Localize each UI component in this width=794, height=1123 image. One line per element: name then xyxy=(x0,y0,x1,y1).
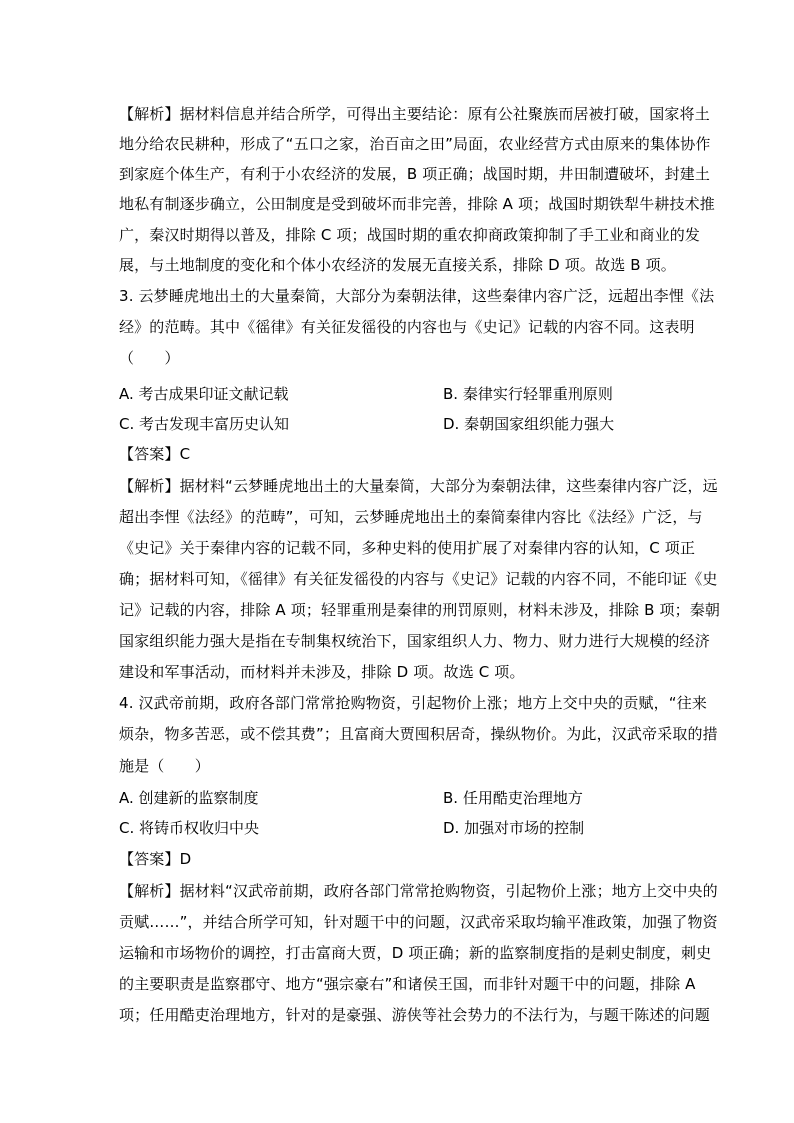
q3-analysis-line-6: 国家组织能力强大是指在专制集权统治下，国家组织人力、物力、财力进行大规模的经济 xyxy=(119,632,710,650)
q3-stem-line-3: （ ） xyxy=(119,349,180,367)
q4-analysis-line-2: 贡赋……”，并结合所学可知，针对题干中的问题，汉武帝采取均输平准政策，加强了物资 xyxy=(119,913,718,931)
q4-option-c: C. 将铸币权收归中央 xyxy=(119,819,260,837)
q3-analysis-line-1: 【解析】据材料“云梦睡虎地出土的大量秦简，大部分为秦朝法律，这些秦律内容广泛，远 xyxy=(119,477,718,495)
q4-analysis-line-3: 运输和市场物价的调控，打击富商大贾，D 项正确；新的监察制度指的是刺史制度，刺史 xyxy=(119,944,712,962)
q3-option-d: D. 秦朝国家组织能力强大 xyxy=(443,415,615,433)
analysis-q2-line-4: 地私有制逐步确立，公田制度是受到破坏而非完善，排除 A 项；战国时期铁犁牛耕技术推 xyxy=(119,195,715,213)
analysis-q2-line-3: 到家庭个体生产，有利于小农经济的发展，B 项正确；战国时期，井田制遭破坏，封建土 xyxy=(119,165,711,183)
analysis-q2-line-1: 【解析】据材料信息并结合所学，可得出主要结论：原有公社聚族而居被打破，国家将土 xyxy=(119,105,710,123)
q3-stem-line-2: 经》的范畴。其中《徭律》有关征发徭役的内容也与《史记》记载的内容不同。这表明 xyxy=(119,318,695,336)
q3-answer: 【答案】C xyxy=(119,445,191,463)
q3-analysis-line-3: 《史记》关于秦律内容的记载不同，多种史料的使用扩展了对秦律内容的认知，C 项正 xyxy=(119,539,696,557)
q4-option-b: B. 任用酷吏治理地方 xyxy=(443,789,583,807)
q4-stem-line-2: 烦杂，物多苦恶，或不偿其费”；且富商大贾囤积居奇，操纵物价。为此，汉武帝采取的措 xyxy=(119,725,718,743)
q4-stem-line-1: 4. 汉武帝前期，政府各部门常常抢购物资，引起物价上涨；地方上交中央的贡赋，“往来 xyxy=(119,694,708,712)
q4-stem-line-3: 施是（ ） xyxy=(119,757,210,775)
analysis-q2-line-2: 地分给农民耕种，形成了“五口之家，治百亩之田”局面，农业经营方式由原来的集体协作 xyxy=(119,135,711,153)
q3-option-c: C. 考古发现丰富历史认知 xyxy=(119,415,290,433)
q3-analysis-line-4: 确；据材料可知，《徭律》有关征发徭役的内容与《史记》记载的内容不同，不能印证《史 xyxy=(119,570,718,588)
q3-option-a: A. 考古成果印证文献记载 xyxy=(119,385,289,403)
q3-analysis-line-7: 建设和军事活动，而材料并未涉及，排除 D 项。故选 C 项。 xyxy=(119,663,525,681)
q3-stem-line-1: 3. 云梦睡虎地出土的大量秦简，大部分为秦朝法律，这些秦律内容广泛，远超出李悝《法 xyxy=(119,287,715,305)
analysis-q2-line-6: 展，与土地制度的变化和个体小农经济的发展无直接关系，排除 D 项。故选 B 项。 xyxy=(119,256,676,274)
q4-analysis-line-4: 的主要职责是监察郡守、地方“强宗豪右”和诸侯王国，而非针对题干中的问题，排除 A xyxy=(119,975,696,993)
analysis-q2-line-5: 广，秦汉时期得以普及，排除 C 项；战国时期的重农抑商政策抑制了手工业和商业的发 xyxy=(119,226,701,244)
q4-answer: 【答案】D xyxy=(119,850,192,868)
q4-analysis-line-5: 项；任用酷吏治理地方，针对的是豪强、游侠等社会势力的不法行为，与题干陈述的问题 xyxy=(119,1006,710,1024)
q4-option-d: D. 加强对市场的控制 xyxy=(443,819,585,837)
q3-analysis-line-2: 超出李悝《法经》的范畴”，可知，云梦睡虎地出土的秦简秦律内容比《法经》广泛，与 xyxy=(119,508,703,526)
q4-option-a: A. 创建新的监察制度 xyxy=(119,789,259,807)
q4-analysis-line-1: 【解析】据材料“汉武帝前期，政府各部门常常抢购物资，引起物价上涨；地方上交中央的 xyxy=(119,882,718,900)
q3-option-b: B. 秦律实行轻罪重刑原则 xyxy=(443,385,613,403)
q3-analysis-line-5: 记》记载的内容，排除 A 项；轻罪重刑是秦律的刑罚原则，材料未涉及，排除 B 项；秦朝 xyxy=(119,601,721,619)
